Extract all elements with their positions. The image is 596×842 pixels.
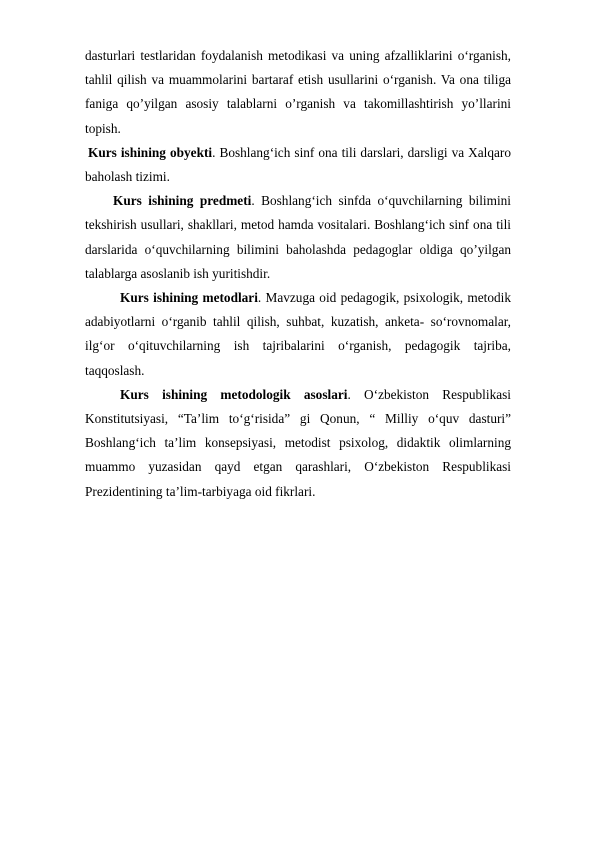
paragraph-intro (85, 44, 511, 141)
paragraph-text: dasturlari testlaridan foydalanish metodikasi va uning afzalliklarini o‘rganish, tahlil qilish va muammolarini bartaraf etish usullarini o‘rganish. Va ona tiliga faniga qo’yilgan asosiy talablarni o’rganish va takomillashtirish yo’llarini topish. (85, 48, 511, 136)
paragraph-object (85, 141, 511, 189)
paragraph-heading: Kurs ishining predmeti (113, 193, 252, 209)
paragraph-heading: Kurs ishining obyekti (88, 144, 213, 160)
paragraph-text: . O‘zbekiston Respublikasi Konstitutsiyasi, “Ta’lim to‘g‘risida” gi Qonun, “ Milliy o‘quv dasturi” Boshlang‘ich ta’lim konsepsiyasi, metodist psixolog, didaktik olimlarning muammo yuzasidan qayd etgan qarashlari, O‘zbekiston Respublikasi Prezidentining ta’lim-tarbiyaga oid fikrlari. (85, 386, 511, 499)
paragraph-text: . Boshlang‘ich sinfda o‘quvchilarning bilimini tekshirish usullari, shakllari, metod hamda vositalari. Boshlang‘ich sinf ona tili darslarida o‘quvchilarning bilimini baholashda pedagoglar oldiga qo’yilgan talablarga asoslanib ish yuritishdir. (85, 193, 511, 281)
paragraph-text: . Mavzuga oid pedagogik, psixologik, metodik adabiyotlarni o‘rganib tahlil qilish, suhbat, kuzatish, anketa- so‘rovnomalar, ilg‘or o‘qituvchilarning ish tajribalarini o‘rganish, pedagogik tajriba, taqqoslash. (85, 290, 511, 378)
paragraph-heading: Kurs ishining metodologik asoslari (120, 386, 348, 402)
paragraph-heading: Kurs ishining metodlari (120, 290, 258, 306)
paragraph-subject (85, 189, 511, 286)
document-body (85, 44, 511, 504)
paragraph-text: . Boshlang‘ich sinf ona tili darslari, darsligi va Xalqaro baholash tizimi. (85, 144, 511, 185)
paragraph-methods (85, 286, 511, 383)
paragraph-methodology (85, 383, 511, 504)
